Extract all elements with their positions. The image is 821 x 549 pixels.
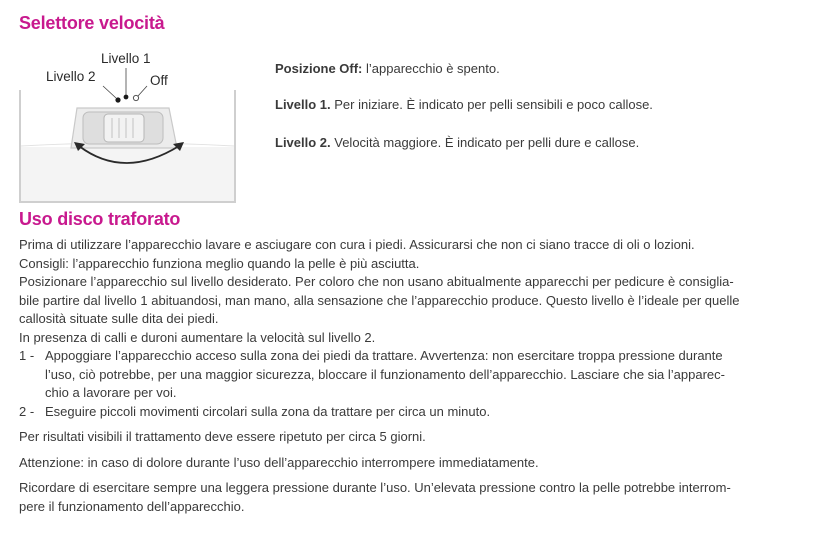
off-dot: [133, 95, 138, 100]
step-item-1: [19, 347, 809, 403]
step-line: l’uso, ciò potrebbe, per una maggior sicurezza, bloccare il funzionamento dell’apparecchio. Lasciare che sia l’apparec-: [45, 366, 725, 382]
level1-dot: [124, 95, 129, 100]
step-number: 2 -: [19, 403, 35, 419]
description-level-2-text: Velocità maggiore. È indicato per pelli dure e callose.: [330, 135, 640, 150]
step-line: chio a lavorare per voi.: [45, 385, 177, 400]
description-off-text: l’apparecchio è spento.: [362, 61, 500, 76]
description-off-term: Posizione Off:: [275, 61, 363, 76]
final-line: Ricordare di esercitare sempre una leggera pressione durante l’uso. Un’elevata pressione contro la pelle potrebbe interrom-: [19, 480, 731, 495]
step-line: Eseguire piccoli movimenti circolari sulla zona da trattare per circa un minuto.: [45, 403, 491, 419]
body-line: callosità situate sulle dita dei piedi.: [19, 311, 219, 326]
final-line: pere il funzionamento dell’apparecchio.: [19, 498, 245, 514]
description-level-2-term: Livello 2.: [275, 135, 331, 150]
level2-dot: [115, 97, 120, 102]
step-line: Appoggiare l’apparecchio acceso sulla zona dei piedi da trattare. Avvertenza: non esercitare troppa pressione durante: [45, 348, 723, 363]
step-item-2: [19, 403, 809, 422]
note-line: Per risultati visibili il trattamento deve essere ripetuto per circa 5 giorni.: [19, 429, 426, 444]
section-title-speed-selector: Selettore velocità: [19, 13, 165, 33]
label-level-1: Livello 1: [101, 51, 151, 66]
description-level-1: [275, 97, 653, 112]
description-off: [275, 61, 500, 76]
note-line: Attenzione: in caso di dolore durante l’uso dell’apparecchio interrompere immediatamente.: [19, 454, 539, 470]
body-line: In presenza di calli e duroni aumentare la velocità sul livello 2.: [19, 329, 376, 345]
body-line: Posizionare l’apparecchio sul livello desiderato. Per coloro che non usano abitualmente apparecchi per pedicure è consiglia-: [19, 274, 734, 289]
description-level-2: [275, 135, 639, 150]
step-number: 1 -: [19, 348, 35, 363]
instructions-body: [19, 236, 809, 516]
label-level-2: Livello 2: [46, 69, 96, 84]
speed-selector-illustration: [19, 50, 239, 205]
label-off: Off: [150, 73, 168, 88]
body-line: Consigli: l’apparecchio funziona meglio quando la pelle è più asciutta.: [19, 255, 420, 271]
section-title-perforated-disc: Uso disco traforato: [19, 209, 181, 229]
body-line: bile partire dal livello 1 abituandosi, man mano, alla sensazione che l’apparecchio produce. Questo livello è l’ideale per quelle: [19, 292, 740, 308]
description-level-1-term: Livello 1.: [275, 97, 331, 112]
description-level-1-text: Per iniziare. È indicato per pelli sensibili e poco callose.: [330, 97, 653, 112]
body-line: Prima di utilizzare l’apparecchio lavare e asciugare con cura i piedi. Assicurarsi che non ci siano tracce di oli o lozioni.: [19, 237, 695, 252]
